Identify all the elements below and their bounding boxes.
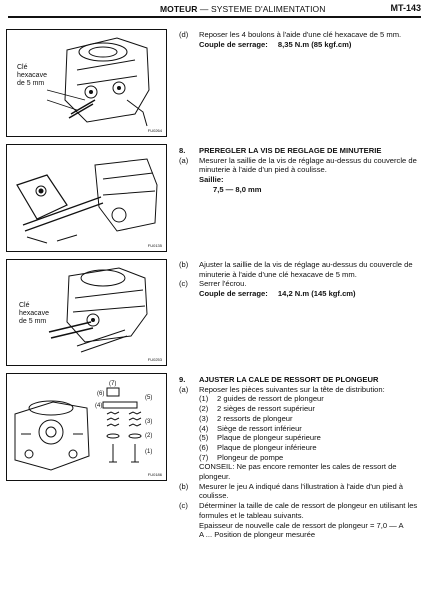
callout-2: (2) (145, 433, 153, 439)
figure-measure-saillie (6, 144, 167, 252)
header-rule (8, 16, 421, 18)
torque-spec (179, 289, 422, 299)
torque-spec (179, 40, 422, 50)
step-label: (a) (179, 155, 189, 165)
section-9-block (179, 375, 422, 540)
step-text: Ajuster la saillie de la vis de réglage au-dessus du couvercle de minuterie à l'aide d'une clé hexacave de 5 mm. (199, 260, 413, 279)
figure-adjust-screw (6, 259, 167, 366)
step-label: (c) (179, 279, 188, 289)
step-label: (c) (179, 501, 188, 511)
callout-6: (6) (97, 391, 105, 397)
saillie-value: 7,5 — 8,0 mm (213, 184, 262, 194)
figure-caption: Clé hexacave de 5 mm (19, 302, 49, 325)
part-item: (6) Plaque de plongeur inférieure (199, 442, 317, 452)
section-number: 8. (179, 146, 186, 155)
header-dash: — (199, 4, 209, 14)
page-header (0, 0, 429, 20)
part-item: (7) Plongeur de pompe (199, 452, 284, 462)
header-title (160, 4, 325, 14)
callout-3: (3) (145, 419, 153, 425)
figure-bolt-tightening (6, 29, 167, 137)
section-number: 9. (179, 375, 186, 384)
part-item: (2) 2 sièges de ressort supérieur (199, 404, 315, 414)
step-text: Mesurer la saillie de la vis de réglage au-dessus du couvercle de minuterie à l'aide d'un pied à coulisse. (199, 155, 417, 175)
callout-5: (5) (145, 395, 153, 401)
step-label: (d) (179, 30, 189, 39)
figure-code: FU0253 (147, 357, 162, 362)
step-text: Serrer l'écrou. (199, 279, 247, 289)
torque-label: Couple de serrage: (199, 39, 268, 49)
section-title: PREREGLER LA VIS DE REGLAGE DE MINUTERIE (199, 146, 382, 155)
step-label: (a) (179, 384, 189, 394)
torque-value: 8,35 N.m (85 kgf.cm) (277, 39, 352, 49)
figure-plunger-parts (6, 373, 167, 481)
section-8-continued (179, 260, 422, 299)
part-item: (3) 2 ressorts de plongeur (199, 413, 293, 423)
formula-text: Epaisseur de nouvelle cale de ressort de plongeur = 7,0 — A (199, 520, 404, 530)
page-number: MT-143 (390, 3, 421, 13)
header-subtitle: SYSTEME D'ALIMENTATION (210, 4, 326, 14)
step-text: Mesurer le jeu A indiqué dans l'illustration à l'aide d'un pied à coulisse. (199, 481, 404, 501)
part-item: (5) Plaque de plongeur supérieure (199, 433, 321, 443)
figure-code: FU0264 (147, 128, 162, 133)
header-section: MOTEUR (160, 4, 198, 14)
figure-code: FU0135 (147, 243, 162, 248)
callout-1: (1) (145, 449, 153, 455)
step-label: (b) (179, 260, 189, 269)
step-d-block (179, 30, 422, 49)
section-8-block (179, 146, 422, 195)
figure-caption: Clé hexacave de 5 mm (17, 64, 47, 87)
part-item: (1) 2 guides de ressort de plongeur (199, 394, 324, 404)
plunger-exploded-illustration (7, 374, 166, 480)
caliper-measurement-illustration (7, 145, 166, 251)
callout-4: (4) (95, 403, 103, 409)
step-label: (b) (179, 481, 189, 491)
step-text: Reposer les pièces suivantes sur la tête de distribution: (199, 384, 385, 394)
figure-code: FU0186 (147, 472, 162, 477)
callout-7: (7) (109, 381, 117, 387)
section-title: AJUSTER LA CALE DE RESSORT DE PLONGEUR (199, 375, 379, 384)
formula-note: A ... Position de plongeur mesurée (199, 530, 316, 540)
section-heading (179, 375, 422, 385)
part-item: (4) Siège de ressort inférieur (199, 423, 302, 433)
torque-label: Couple de serrage: (199, 289, 268, 299)
step-text: Reposer les 4 boulons à l'aide d'une clé hexacave de 5 mm. (199, 30, 402, 39)
torque-value: 14,2 N.m (145 kgf.cm) (277, 289, 356, 299)
section-heading (179, 146, 422, 156)
saillie-label: Saillie: (199, 175, 224, 185)
step-text: Déterminer la taille de cale de ressort de plongeur en utilisant les formules et le tableau suivants. (199, 501, 418, 520)
conseil-note: CONSEIL: Ne pas encore remonter les cales de ressort de plongeur. (199, 462, 397, 482)
